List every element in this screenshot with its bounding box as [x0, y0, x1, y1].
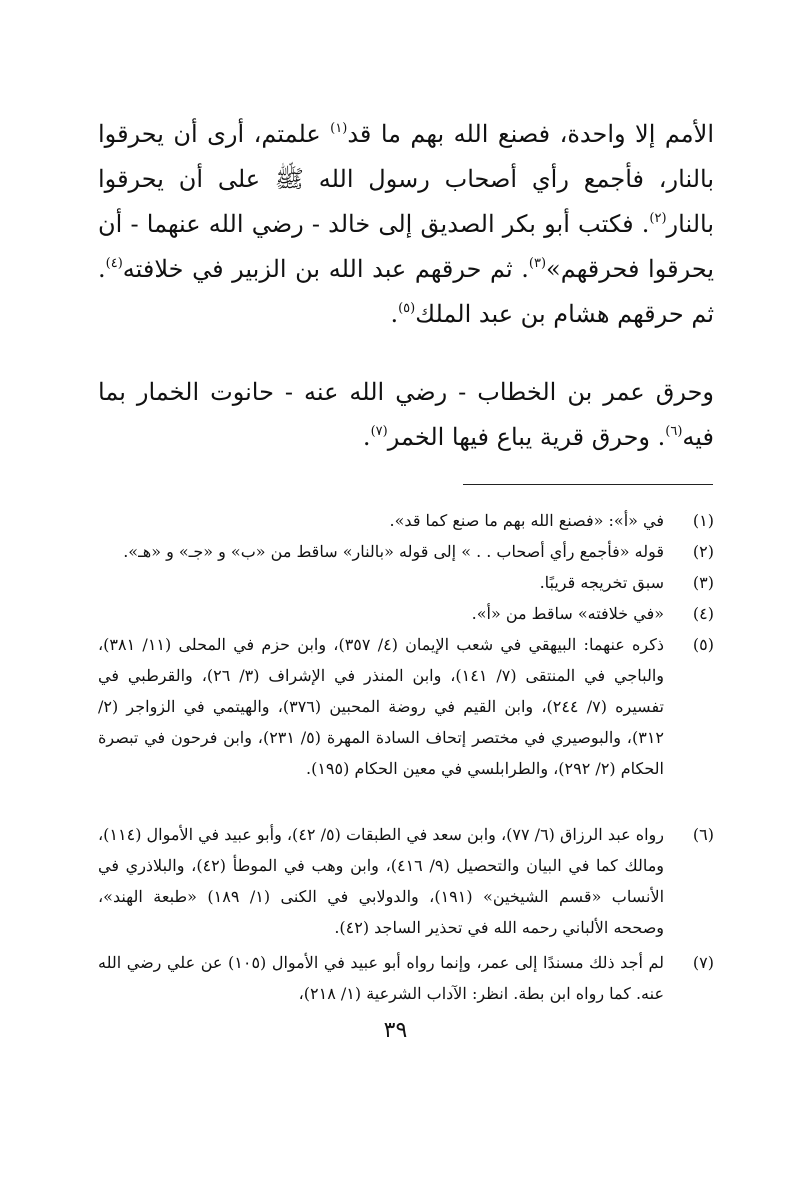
- footnote-ref-7: (٧): [370, 424, 388, 439]
- footnote-number: (٣): [692, 573, 714, 592]
- footnote-number: (٧): [692, 953, 714, 972]
- paragraph-text: وحرق عمر بن الخطاب - رضي الله عنه - حانوت الخمار بما فيه: [98, 378, 714, 451]
- body-paragraph-2: [98, 370, 714, 460]
- footnote-text: قوله «فأجمع رأي أصحاب . . » إلى قوله «بالنار» ساقط من «ب» و «جـ» و «هـ».: [123, 542, 664, 561]
- footnote-ref-6: (٦): [665, 424, 683, 439]
- paragraph-text: .: [362, 423, 371, 451]
- footnote-separator: [463, 484, 713, 485]
- paragraph-text: .: [390, 300, 399, 328]
- footnote-number: (٢): [692, 542, 714, 561]
- footnote-text: «في خلافته» ساقط من «أ».: [471, 604, 664, 623]
- footnote-2: [98, 536, 714, 567]
- footnote-5: [98, 629, 714, 784]
- footnote-3: [98, 567, 714, 598]
- footnote-ref-4: (٤): [105, 256, 123, 271]
- paragraph-text: . فكتب أبو بكر الصديق إلى خالد - رضي الله عنهما - أن يحرقوا فحرقهم»: [98, 210, 714, 283]
- footnote-6: [98, 819, 714, 943]
- footnote-number: (٦): [692, 825, 714, 844]
- paragraph-text: الأمم إلا واحدة، فصنع الله بهم ما قد: [347, 120, 715, 148]
- footnote-7: [98, 947, 714, 1009]
- paragraph-text: . ثم حرقهم عبد الله بن الزبير في خلافته: [122, 255, 529, 283]
- body-paragraph-1: [98, 112, 714, 337]
- footnote-number: (١): [692, 511, 714, 530]
- paragraph-text: . ثم حرقهم هشام بن عبد الملك: [98, 255, 714, 328]
- paragraph-text: . وحرق قرية يباع فيها الخمر: [387, 423, 666, 451]
- footnote-text: رواه عبد الرزاق (٦/ ٧٧)، وابن سعد في الطبقات (٥/ ٤٢)، وأبو عبيد في الأموال (١١٤)، ومالك كما في البيان والتحصيل (٩/ ٤١٦)، وابن وهب في الموطأ (٤٢)، والبلاذري في الأنساب «قسم الشيخين» (١٩١)، والدولابي في الكنى (١/ ١٨٩) «طبعة الهند»، وصححه الألباني رحمه الله في تحذير الساجد (٤٢).: [98, 825, 665, 937]
- paragraph-text: علمتم، أرى أن يحرقوا بالنار، فأجمع رأي أصحاب رسول الله ﷺ على أن يحرقوا بالنار: [98, 120, 714, 238]
- footnote-4: [98, 598, 714, 629]
- footnote-text: ذكره عنهما: البيهقي في شعب الإيمان (٤/ ٣٥٧)، وابن حزم في المحلى (١١/ ٣٨١)، والباجي في المنتقى (٧/ ١٤١)، وابن المنذر في الإشراف (٣/ ٢٦)، والقرطبي في تفسيره (٧/ ٢٤٤)، وابن القيم في روضة المحبين (٣٧٦)، والهيتمي في الزواجر (٢/ ٣١٢)، والبوصيري في مختصر إتحاف السادة المهرة (٥/ ٢٣١)، وابن فرحون في تبصرة الحكام (٢/ ٢٩٢)، والطرابلسي في معين الحكام (١٩٥).: [98, 635, 664, 778]
- footnote-ref-2: (٢): [649, 211, 667, 226]
- footnote-number: (٤): [692, 604, 714, 623]
- footnote-ref-3: (٣): [528, 256, 547, 271]
- footnote-text: لم أجد ذلك مسندًا إلى عمر، وإنما رواه أبو عبيد في الأموال (١٠٥) عن علي رضي الله عنه. كما رواه ابن بطة. انظر: الآداب الشرعية (١/ ٢١٨)،: [98, 953, 664, 1003]
- footnote-ref-5: (٥): [398, 301, 416, 316]
- page-number: ٣٩: [383, 1018, 408, 1043]
- footnote-text: سبق تخريجه قريبًا.: [539, 573, 664, 592]
- footnote-text: في «أ»: «فصنع الله بهم ما صنع كما قد».: [389, 511, 664, 530]
- footnote-1: [98, 505, 714, 536]
- footnote-ref-1: (١): [330, 121, 348, 136]
- footnote-number: (٥): [692, 635, 714, 654]
